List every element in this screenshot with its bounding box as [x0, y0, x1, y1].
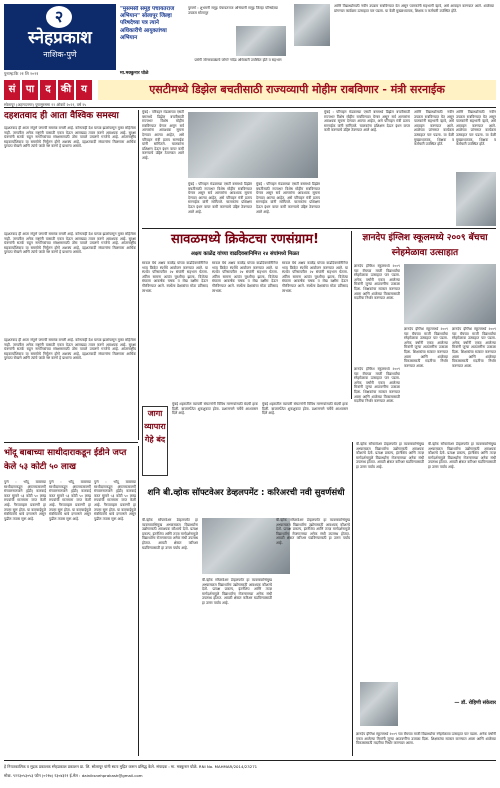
masthead-meta-line: पुनाम्ह:कि २१ शि २०२१: [4, 71, 39, 76]
bhondu-headline: भोंदू बाबाच्या साथीदाराकडून ईडीने जप्त केले ५३ कोटी ५० लाख: [4, 448, 127, 472]
dateline-rule: [4, 107, 496, 108]
banner-headline: एसटीमध्ये डिझेल बचतीसाठी राज्यव्यापी मोहीम राबविणार - मंत्री सरनाईक: [98, 80, 496, 100]
editorial-body-1: दहशतवाद ही आता संपूर्ण जगाची समस्या बनली आहे. कोणताही देश याच्या झळांपासून मुक्त राहिलेला नाही. जगातील अनेक राष्ट्रांनी यासाठी एकत्र येऊन आराखडा तयार करणे आवश्यक आहे. सुरक्षा यंत्रणांनी सतर्क राहून नागरिकांच्या संरक्षणासाठी ठोस पावले उचलणे गरजेचे आहे. आंतरराष्ट्रीय सहकार्याशिवाय या समस्येचे निर्मूलन होणे अशक्य आहे. दहशतवादी संघटनांना मिळणारा आर्थिक पुरवठा रोखणे आणि त्यांचे जाळे नष्ट करणे हे प्राधान्य असावे.: [4, 126, 136, 149]
cricket-body-1: सावळ येथे अक्षय काळेंद्र यांच्या वाढदिवसानिमित्त भव्य क्रिकेट स्पर्धेचे आयोजन करण्यात आले. या स्पर्धेत परिसरातील २४ संघांनी सहभाग घेतला. अंतिम सामना अत्यंत चुरशीचा झाला. विजेत्या संघाला आकर्षक चषक व रोख बक्षीस देऊन गौरविण्यात आले. स्पर्धेला प्रेक्षकांचा मोठा प्रतिसाद लाभला.: [142, 261, 208, 293]
top-center-story: [142, 110, 410, 226]
masthead-logo-block: [4, 4, 116, 70]
masthead-number: २: [46, 6, 72, 28]
cricket-body-3: सावळ येथे अक्षय काळेंद्र यांच्या वाढदिवसानिमित्त भव्य क्रिकेट स्पर्धेचे आयोजन करण्यात आले. या स्पर्धेत परिसरातील २४ संघांनी सहभाग घेतला. अंतिम सामना अत्यंत चुरशीचा झाला. विजेत्या संघाला आकर्षक चषक व रोख बक्षीस देऊन गौरविण्यात आले. स्पर्धेला प्रेक्षकांचा मोठा प्रतिसाद लाभला.: [282, 261, 348, 293]
cricket-headline: सावळमध्ये क्रिकेटचा रणसंग्राम!: [171, 232, 319, 247]
editorial-body-2: दहशतवाद ही आता संपूर्ण जगाची समस्या बनली आहे. कोणताही देश याच्या झळांपासून मुक्त राहिलेला नाही. जगातील अनेक राष्ट्रांनी यासाठी एकत्र येऊन आराखडा तयार करणे आवश्यक आहे. सुरक्षा यंत्रणांनी सतर्क राहून नागरिकांच्या संरक्षणासाठी ठोस पावले उचलणे गरजेचे आहे. आंतरराष्ट्रीय सहकार्याशिवाय या समस्येचे निर्मूलन होणे अशक्य आहे. दहशतवादी संघटनांना मिळणारा आर्थिक पुरवठा रोखणे आणि त्यांचे जाळे नष्ट करणे हे प्राधान्य असावे.: [4, 232, 136, 255]
dateline: सोलापूर (अहमदनगर) पुणसुरसमा १२ ऑक्टो २०२१, वर्ष २५: [4, 102, 87, 107]
editorial-body-3: दहशतवाद ही आता संपूर्ण जगाची समस्या बनली आहे. कोणताही देश याच्या झळांपासून मुक्त राहिलेला नाही. जगातील अनेक राष्ट्रांनी यासाठी एकत्र येऊन आराखडा तयार करणे आवश्यक आहे. सुरक्षा यंत्रणांनी सतर्क राहून नागरिकांच्या संरक्षणासाठी ठोस पावले उचलणे गरजेचे आहे. आंतरराष्ट्रीय सहकार्याशिवाय या समस्येचे निर्मूलन होणे अशक्य आहे. दहशतवादी संघटनांना मिळणारा आर्थिक पुरवठा रोखणे आणि त्यांचे जाळे नष्ट करणे हे प्राधान्य असावे.: [4, 338, 136, 361]
right-top-column: [414, 110, 496, 226]
shani-body-2: बी.व्होक सॉफ्टवेअर डेव्हलपमेंट हा व्यवसायाभिमुख अभ्यासक्रम विद्यार्थ्यांना उद्योगासाठी आवश्यक कौशल्ये देतो. प्रत्यक्ष प्रकल्प, इंटर्नशिप आणि तज्ज्ञ मार्गदर्शनामुळे विद्यार्थ्यांना रोजगाराच्या अनेक संधी उपलब्ध होतात. आयटी क्षेत्रात करिअर घडविण्यासाठी हा उत्तम पर्याय आहे.: [202, 578, 272, 605]
right-top-photo: [456, 172, 496, 226]
right-lower-text-2: बी.व्होक सॉफ्टवेअर डेव्हलपमेंट हा व्यवसायाभिमुख अभ्यासक्रम विद्यार्थ्यांना उद्योगासाठी आवश्यक कौशल्ये देतो. प्रत्यक्ष प्रकल्प, इंटर्नशिप आणि तज्ज्ञ मार्गदर्शनामुळे विद्यार्थ्यांना रोजगाराच्या अनेक संधी उपलब्ध होतात. आयटी क्षेत्रात करिअर घडविण्यासाठी हा उत्तम पर्याय आहे.: [428, 442, 496, 469]
dnyanadeep-body-1: ज्ञानदेप इंग्लिश स्कूलमध्ये २००९ च्या बॅचच्या माजी विद्यार्थ्यांचा स्नेहमेळावा उत्साहात पार पडला. अनेक वर्षांनी एकत्र आलेल्या मित्रांनी जुन्या आठवणींना उजाळा दिला. शिक्षकांचा सत्कार करण्यात आला आणि शाळेच्या विकासासाठी मदतीचा निर्धार करण्यात आला.: [354, 264, 400, 301]
dnyanadeep-body-2: ज्ञानदेप इंग्लिश स्कूलमध्ये २००९ च्या बॅचच्या माजी विद्यार्थ्यांचा स्नेहमेळावा उत्साहात पार पडला. अनेक वर्षांनी एकत्र आलेल्या मित्रांनी जुन्या आठवणींना उजाळा दिला. शिक्षकांचा सत्कार करण्यात आला आणि शाळेच्या विकासासाठी मदतीचा निर्धार करण्यात आला.: [404, 327, 448, 368]
cricket-separator: [351, 231, 352, 399]
dnyanadeep-headline: ज्ञानदेप इंग्लिश स्कूलमध्ये २००९ बॅचचा स्नेहमेळावा उत्साहात: [362, 233, 488, 258]
masthead-editor: मा.मक्कुनार घोळे: [120, 71, 149, 76]
right-lower-text-1: बी.व्होक सॉफ्टवेअर डेव्हलपमेंट हा व्यवसायाभिमुख अभ्यासक्रम विद्यार्थ्यांना उद्योगासाठी आवश्यक कौशल्ये देतो. प्रत्यक्ष प्रकल्प, इंटर्नशिप आणि तज्ज्ञ मार्गदर्शनामुळे विद्यार्थ्यांना रोजगाराच्या अनेक संधी उपलब्ध होतात. आयटी क्षेत्रात करिअर घडविण्यासाठी हा उत्तम पर्याय आहे.: [356, 442, 424, 469]
bhondu-body-1: पुणे : भोंदू बाबाच्या साथीदाराकडून अंमलबजावणी संचालनालयाने (ईडी) कारवाई करत सुमारे ५३ कोटी ५० लाख रुपयांची मालमत्ता जप्त केली आहे. गैरव्यवहार प्रकरणी हा तपास सुरू होता. या कारवाईमुळे संबंधितांचे धाबे दणाणले असून पुढील तपास सुरू आहे.: [4, 480, 46, 521]
lower-rule-left: [4, 442, 138, 443]
top-center-col-4: मुंबई : परिवहन मंडळाच्या एसटी बसमध्ये डिझेल बचतीसाठी राज्यभर विशेष मोहीम राबविण्यात येणार असून सर्व आगारांना आवश्यक सूचना देण्यात आल्या आहेत, असे परिवहन मंत्री प्रताप सरनाईक यांनी सांगितले. चालकांना प्रशिक्षण देऊन इंधन वापर कमी करण्याचे उद्दिष्ट ठेवण्यात आले आहे.: [324, 110, 410, 133]
shani-headline: शनि बी.व्होक सॉफ्टवेअर डेव्हलपमेंट : करिअरची नवी सुवर्णसंधी: [147, 488, 345, 498]
cricket-body-2: सावळ येथे अक्षय काळेंद्र यांच्या वाढदिवसानिमित्त भव्य क्रिकेट स्पर्धेचे आयोजन करण्यात आले. या स्पर्धेत परिसरातील २४ संघांनी सहभाग घेतला. अंतिम सामना अत्यंत चुरशीचा झाला. विजेत्या संघाला आकर्षक चषक व रोख बक्षीस देऊन गौरविण्यात आले. स्पर्धेला प्रेक्षकांचा मोठा प्रतिसाद लाभला.: [212, 261, 278, 293]
masthead: [0, 0, 500, 78]
bhondu-separator: [138, 446, 139, 756]
bhondu-body-2: पुणे : भोंदू बाबाच्या साथीदाराकडून अंमलबजावणी संचालनालयाने (ईडी) कारवाई करत सुमारे ५३ कोटी ५० लाख रुपयांची मालमत्ता जप्त केली आहे. गैरव्यवहार प्रकरणी हा तपास सुरू होता. या कारवाईमुळे संबंधितांचे धाबे दणाणले असून पुढील तपास सुरू आहे.: [49, 480, 91, 521]
dnyanadeep-photo: [404, 264, 496, 324]
section-banner: [4, 80, 496, 100]
masthead-subtitle: नाशिक-पुणे: [43, 50, 77, 59]
shani-body-3: बी.व्होक सॉफ्टवेअर डेव्हलपमेंट हा व्यवसायाभिमुख अभ्यासक्रम विद्यार्थ्यांना उद्योगासाठी आवश्यक कौशल्ये देतो. प्रत्यक्ष प्रकल्प, इंटर्नशिप आणि तज्ज्ञ मार्गदर्शनामुळे विद्यार्थ्यांना रोजगाराच्या अनेक संधी उपलब्ध होतात. आयटी क्षेत्रात करिअर घडविण्यासाठी हा उत्तम पर्याय आहे.: [276, 518, 350, 545]
dnyanadeep-body-3: ज्ञानदेप इंग्लिश स्कूलमध्ये २००९ च्या बॅचच्या माजी विद्यार्थ्यांचा स्नेहमेळावा उत्साहात पार पडला. अनेक वर्षांनी एकत्र आलेल्या मित्रांनी जुन्या आठवणींना उजाळा दिला. शिक्षकांचा सत्कार करण्यात आला आणि शाळेच्या विकासासाठी मदतीचा निर्धार करण्यात आला.: [452, 327, 496, 368]
masthead-teaser-left: पुरवणे : शुभमनी समूह पंचायतराज अभियानी समूह जिल्हा परिषदेच्या उपक्रम सोलापूर: [188, 6, 278, 15]
editorial-column: [4, 110, 136, 440]
cricket-story: [142, 231, 348, 399]
right-top-text-2: आणि विद्यार्थ्यांसाठी नवीन उपक्रम राबविण्यात येत असून पालकांनी सहभागी व्हावे, असे आवाहन करण्यात आले. शाळेच्या प्रांगणात कार्यक्रम उत्साहात पार पडला. या वेळी मुख्याध्यापक, शिक्षक व कर्मचारी उपस्थित होते.: [456, 110, 496, 147]
banner-letter-2: पा: [22, 80, 38, 100]
jaga-story: [142, 402, 348, 482]
masthead-teaser-photo: [236, 26, 286, 56]
masthead-title: स्नेहप्रकाश: [28, 28, 92, 48]
shani-separator: [352, 442, 353, 756]
shani-story: [142, 486, 350, 756]
cricket-subhead: अक्षय काळेंद्र यांच्या वाढदिवसानिमित्त २४ संघांमध्ये मिळत: [190, 251, 300, 257]
shani-body-1: बी.व्होक सॉफ्टवेअर डेव्हलपमेंट हा व्यवसायाभिमुख अभ्यासक्रम विद्यार्थ्यांना उद्योगासाठी आवश्यक कौशल्ये देतो. प्रत्यक्ष प्रकल्प, इंटर्नशिप आणि तज्ज्ञ मार्गदर्शनामुळे विद्यार्थ्यांना रोजगाराच्या अनेक संधी उपलब्ध होतात. आयटी क्षेत्रात करिअर घडविण्यासाठी हा उत्तम पर्याय आहे.: [142, 518, 198, 550]
footer-line-1: हे नियतकालिक व मुद्रक प्रकाशक स्नेहप्रकाश प्रकाशन प्रा. लि. सोलापूर यांनी स्वतः मुद्रित करून प्रसिद्ध केले. संपादक : मा. मक्कुनार घोळे. RNI No. MAHMAR/2014/23271: [4, 764, 258, 769]
editorial-separator: [138, 110, 139, 440]
masthead-right-text: आणि विद्यार्थ्यांसाठी नवीन उपक्रम राबविण्यात येत असून पालकांनी सहभागी व्हावे, असे आवाहन करण्यात आले. शाळेच्या प्रांगणात कार्यक्रम उत्साहात पार पडला. या वेळी मुख्याध्यापक, शिक्षक व कर्मचारी उपस्थित होते.: [334, 4, 494, 13]
top-center-col-2: मुंबई : परिवहन मंडळाच्या एसटी बसमध्ये डिझेल बचतीसाठी राज्यभर विशेष मोहीम राबविण्यात येणार असून सर्व आगारांना आवश्यक सूचना देण्यात आल्या आहेत, असे परिवहन मंत्री प्रताप सरनाईक यांनी सांगितले. चालकांना प्रशिक्षण देऊन इंधन वापर कमी करण्याचे उद्दिष्ट ठेवण्यात आले आहे.: [188, 182, 252, 214]
right-top-text-1: आणि विद्यार्थ्यांसाठी नवीन उपक्रम राबविण्यात येत असून पालकांनी सहभागी व्हावे, असे आवाहन करण्यात आले. शाळेच्या प्रांगणात कार्यक्रम उत्साहात पार पडला. या वेळी मुख्याध्यापक, शिक्षक व कर्मचारी उपस्थित होते.: [414, 110, 454, 147]
bhondu-body-3: पुणे : भोंदू बाबाच्या साथीदाराकडून अंमलबजावणी संचालनालयाने (ईडी) कारवाई करत सुमारे ५३ कोटी ५० लाख रुपयांची मालमत्ता जप्त केली आहे. गैरव्यवहार प्रकरणी हा तपास सुरू होता. या कारवाईमुळे संबंधितांचे धाबे दणाणले असून पुढील तपास सुरू आहे.: [94, 480, 136, 521]
bhondu-story: [4, 446, 136, 756]
mid-rule: [142, 228, 496, 229]
dnyanadeep-story: [354, 231, 496, 439]
right-lower-column: [356, 442, 496, 756]
author-photo: [360, 682, 398, 726]
editorial-headline: दहशतवाद ही आता वैश्विक समस्या: [4, 111, 119, 121]
author-name: — डॉ. रोहिणी संकेवार: [454, 700, 496, 706]
dnyanadeep-body-4: ज्ञानदेप इंग्लिश स्कूलमध्ये २००९ च्या बॅचच्या माजी विद्यार्थ्यांचा स्नेहमेळावा उत्साहात पार पडला. अनेक वर्षांनी एकत्र आलेल्या मित्रांनी जुन्या आठवणींना उजाळा दिला. शिक्षकांचा सत्कार करण्यात आला आणि शाळेच्या विकासासाठी मदतीचा निर्धार करण्यात आला.: [354, 367, 400, 404]
right-lower-text-3: ज्ञानदेप इंग्लिश स्कूलमध्ये २००९ च्या बॅचच्या माजी विद्यार्थ्यांचा स्नेहमेळावा उत्साहात पार पडला. अनेक वर्षांनी एकत्र आलेल्या मित्रांनी जुन्या आठवणींना उजाळा दिला. शिक्षकांचा सत्कार करण्यात आला आणि शाळेच्या विकासासाठी मदतीचा निर्धार करण्यात आला.: [356, 732, 496, 746]
top-center-col-3: मुंबई : परिवहन मंडळाच्या एसटी बसमध्ये डिझेल बचतीसाठी राज्यभर विशेष मोहीम राबविण्यात येणार असून सर्व आगारांना आवश्यक सूचना देण्यात आल्या आहेत, असे परिवहन मंत्री प्रताप सरनाईक यांनी सांगितले. चालकांना प्रशिक्षण देऊन इंधन वापर कमी करण्याचे उद्दिष्ट ठेवण्यात आले आहे.: [256, 182, 320, 214]
top-center-photo: [188, 112, 318, 178]
masthead-teaser-mid: प्रसंगी जोनरवाळ्याचे जोगरे नांदेड अधिकारी उपस्थित होते व सहभाग: [194, 58, 282, 62]
jaga-body-2: मुंबई शहरातील व्यापारी संघटनांनी विविध मागण्यांसाठी बंदची हाक दिली. बाजारपेठेत शुकशुकाट होता. प्रशासनाने चर्चेचे आश्वासन दिले आहे.: [262, 402, 348, 416]
top-center-col-1: मुंबई : परिवहन मंडळाच्या एसटी बसमध्ये डिझेल बचतीसाठी राज्यभर विशेष मोहीम राबविण्यात येणार असून सर्व आगारांना आवश्यक सूचना देण्यात आल्या आहेत, असे परिवहन मंत्री प्रताप सरनाईक यांनी सांगितले. चालकांना प्रशिक्षण देऊन इंधन वापर कमी करण्याचे उद्दिष्ट ठेवण्यात आले आहे.: [142, 110, 184, 160]
jaga-label: जागा व्यापारा गेहे बंद: [142, 406, 168, 476]
masthead-right-photo: [294, 4, 330, 46]
jaga-body-1: मुंबई शहरातील व्यापारी संघटनांनी विविध मागण्यांसाठी बंदची हाक दिली. बाजारपेठेत शुकशुकाट होता. प्रशासनाने चर्चेचे आश्वासन दिले आहे.: [172, 402, 258, 416]
footer-rule: [4, 760, 496, 761]
footer-line-2: मोबा. ९२२३०५३०५३ फोन (०२१७) २३०४३२१ ई-मेल : dainiksnehprakash@gmail.com: [4, 773, 143, 778]
banner-letter-4: की: [58, 80, 74, 100]
banner-letter-5: य: [76, 80, 92, 100]
masthead-top-blurb: "मुसमंसी समूह पंचायतराज अभियान" सोलापूर जिल्हा परिषदेच्या पत्र त्याने अधिकारीचे आयुक्तांच्या अभियान: [120, 6, 175, 41]
banner-letter-3: द: [40, 80, 56, 100]
banner-letter-1: सं: [4, 80, 20, 100]
